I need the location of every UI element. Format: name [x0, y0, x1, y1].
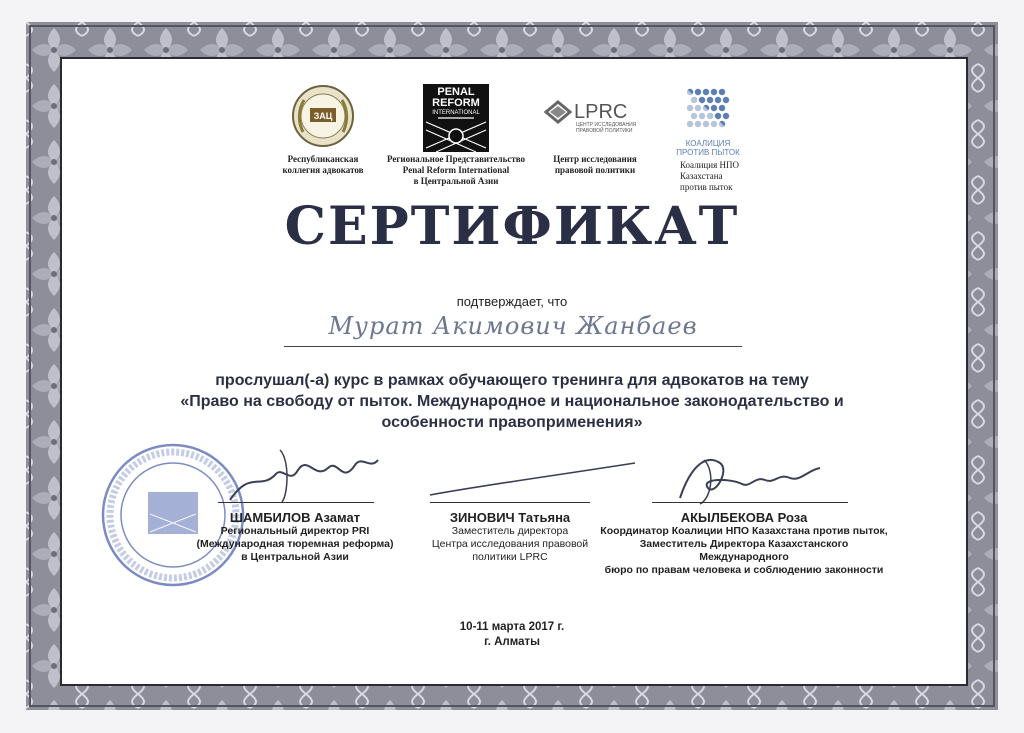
- logo-caption-line: Центр исследования: [553, 154, 637, 164]
- signatory-role-line: Региональный директор PRI: [220, 525, 370, 537]
- signatory-role-line: политики LPRC: [472, 551, 548, 563]
- bar-association-emblem: [268, 82, 378, 154]
- logo-caption-line: коллегия адвокатов: [282, 165, 364, 175]
- signature-shambilov: [220, 440, 390, 510]
- recipient-name-underline: [284, 346, 742, 347]
- logo-lprc: [536, 90, 654, 176]
- signatory-name: АКЫЛБЕКОВА Роза: [680, 510, 808, 525]
- logo-caption-line: Penal Reform International: [402, 165, 510, 175]
- event-city: г. Алматы: [484, 636, 540, 648]
- coalition-caption: [664, 160, 764, 193]
- lprc-emblem: [536, 90, 654, 154]
- pri-emblem-line: PENAL: [437, 86, 475, 98]
- logo-penal-reform: [386, 82, 526, 187]
- signatory-role-line: Заместитель Директора Казахстанского Международного: [639, 538, 849, 563]
- certificate-title: СЕРТИФИКАТ: [284, 196, 740, 257]
- logo-caption-line: в Центральной Азии: [413, 176, 499, 186]
- signatory-role-line: Центра исследования правовой: [431, 538, 589, 550]
- bar-association-caption: [268, 154, 378, 176]
- coalition-emblem-line: ПРОТИВ ПЫТОК: [676, 148, 740, 157]
- logo-coalition: [664, 82, 764, 193]
- lprc-emblem-subtext: ПРАВОВОЙ ПОЛИТИКИ: [576, 128, 633, 134]
- date-and-place: [0, 620, 1024, 650]
- lprc-emblem-text: LPRC: [574, 101, 628, 123]
- logo-caption-line: Региональное Представительство: [386, 154, 526, 164]
- logo-caption-line: Республиканская: [287, 154, 359, 164]
- course-line: «Право на свободу от пыток. Международное и национальное законодательство и: [180, 393, 844, 410]
- logo-caption-line: против пыток: [680, 182, 733, 192]
- penal-reform-caption: [386, 154, 526, 187]
- signatory-role: [594, 525, 894, 577]
- coalition-emblem: [664, 82, 764, 160]
- logo-caption-line: Казахстана: [680, 171, 723, 181]
- course-line: особенности правоприменения»: [381, 414, 643, 431]
- signatory-name: ШАМБИЛОВ Азамат: [229, 510, 361, 525]
- signatory-role: [410, 525, 610, 564]
- logo-caption-line: правовой политики: [554, 165, 636, 175]
- signature-line: [218, 502, 374, 503]
- signatory-role-line: бюро по правам человека и соблюдению законности: [604, 564, 884, 576]
- signature-line: [652, 502, 848, 503]
- signatory-role-line: Координатор Коалиции НПО Казахстана против пыток,: [600, 525, 888, 537]
- signature-akylbekova: [660, 448, 840, 510]
- signatory-role: [180, 525, 410, 564]
- logo-bar-association: [268, 82, 378, 176]
- recipient-name: Мурат Акимович Жанбаев: [328, 312, 698, 340]
- signatory-name: ЗИНОВИЧ Татьяна: [449, 510, 571, 525]
- signatory-akylbekova: [594, 510, 894, 577]
- lprc-caption: [536, 154, 654, 176]
- course-line: прослушал(-а) курс в рамках обучающего тренинга для адвокатов на тему: [215, 372, 809, 389]
- signatory-role-line: в Центральной Азии: [241, 551, 349, 563]
- signature-zinovich: [425, 455, 640, 505]
- signatory-shambilov: [180, 510, 410, 564]
- pri-emblem-line: REFORM: [432, 97, 480, 109]
- logo-caption-line: Коалиция НПО: [680, 160, 739, 170]
- course-description: [0, 370, 1024, 433]
- pri-emblem-line: INTERNATIONAL: [432, 110, 480, 116]
- event-date: 10-11 марта 2017 г.: [459, 621, 565, 633]
- signatory-role-line: Заместитель директора: [451, 525, 569, 537]
- lprc-emblem-subtext: ЦЕНТР ИССЛЕДОВАНИЯ: [576, 122, 637, 128]
- bar-emblem-text: ЗАЦ: [313, 111, 333, 121]
- signatory-zinovich: [410, 510, 610, 564]
- signatory-role-line: (Международная тюремная реформа): [196, 538, 394, 550]
- penal-reform-emblem: [386, 82, 526, 154]
- coalition-emblem-line: КОАЛИЦИЯ: [685, 139, 731, 148]
- confirms-text: подтверждает, что: [456, 294, 568, 309]
- signature-line: [430, 502, 590, 503]
